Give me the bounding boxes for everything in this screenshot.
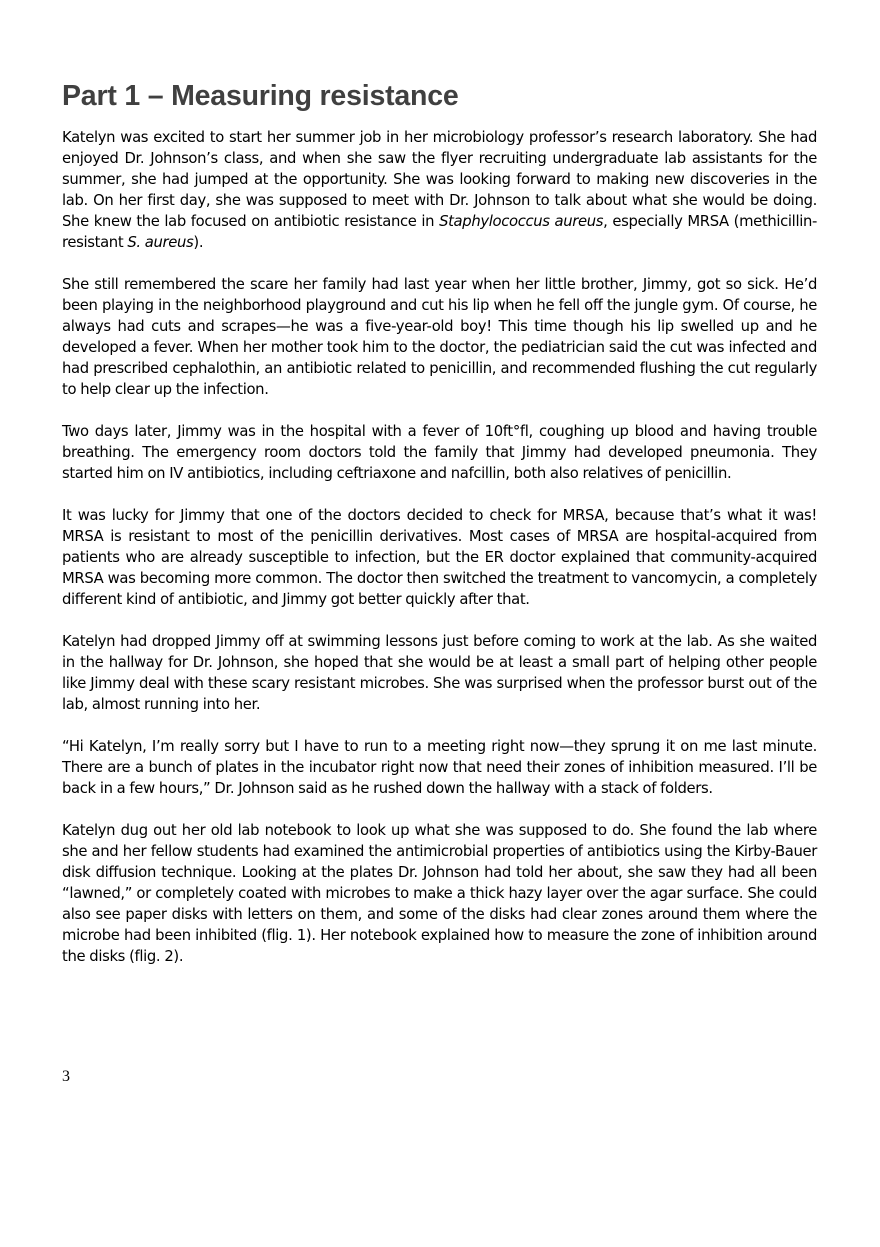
section-title: Part 1 – Measuring resistance bbox=[62, 80, 459, 112]
paragraph-2: She still remembered the scare her family had last year when her little brother, Jimmy, got so sick. He’d been playing in the neighborhood playground and cut his lip when he fell off the jungle gym. Of course, he always had cuts and scrapes—he was a five-year-old boy! This time though his lip swelled up and he developed a fever. When her mother took him to the doctor, the pediatrician said the cut was infected and had prescribed cephalothin, an antibiotic related to penicillin, and recommended flushing the cut regularly to help clear up the infection. bbox=[62, 276, 817, 398]
paragraph-1-end: ). bbox=[193, 234, 204, 251]
body-text bbox=[62, 127, 817, 967]
species-abbreviation: S. aureus bbox=[127, 234, 194, 251]
paragraph-1-middle: , especially MRSA (methicillin-resistant bbox=[62, 213, 817, 251]
paragraph-4: It was lucky for Jimmy that one of the doctors decided to check for MRSA, because that’s what it was! MRSA is resistant to most of the penicillin derivatives. Most cases of MRSA are hospital-acquired from patients who are already susceptible to infection, but the ER doctor explained that community-acquired MRSA was becoming more common. The doctor then switched the treatment to vancomycin, a completely different kind of antibiotic, and Jimmy got better quickly after that. bbox=[62, 507, 817, 608]
paragraph-1-intro: Katelyn was excited to start her summer job in her microbiology professor’s research laboratory. She had enjoyed Dr. Johnson’s class, and when she saw the flyer recruiting undergraduate lab assistants for the summer, she had jumped at the opportunity. She was looking forward to making new discoveries in the lab. On her first day, she was supposed to meet with Dr. Johnson to talk about what she would be doing. She knew the lab focused on antibiotic resistance in bbox=[62, 129, 817, 230]
paragraph-7: Katelyn dug out her old lab notebook to look up what she was supposed to do. She found the lab where she and her fellow students had examined the antimicrobial properties of antibiotics using the Kirby-Bauer disk diffusion technique. Looking at the plates Dr. Johnson had told her about, she saw they had all been “lawned,” or completely coated with microbes to make a thick hazy layer over the agar surface. She could also see paper disks with letters on them, and some of the disks had clear zones around them where the microbe had been inhibited (flig. 1). Her notebook explained how to measure the zone of inhibition around the disks (flig. 2). bbox=[62, 822, 817, 965]
species-name: Staphylococcus aureus bbox=[439, 213, 604, 230]
paragraph-1 bbox=[62, 127, 817, 253]
paragraph-5: Katelyn had dropped Jimmy off at swimming lessons just before coming to work at the lab. As she waited in the hallway for Dr. Johnson, she hoped that she would be at least a small part of helping other people like Jimmy deal with these scary resistant microbes. She was surprised when the professor burst out of the lab, almost running into her. bbox=[62, 633, 817, 713]
paragraph-6: “Hi Katelyn, I’m really sorry but I have to run to a meeting right now—they sprung it on me last minute. There are a bunch of plates in the incubator right now that need their zones of inhibition measured. I’ll be back in a few hours,” Dr. Johnson said as he rushed down the hallway with a stack of folders. bbox=[62, 738, 817, 797]
paragraph-3: Two days later, Jimmy was in the hospital with a fever of 10ft°fl, coughing up blood and having trouble breathing. The emergency room doctors told the family that Jimmy had developed pneumonia. They started him on IV antibiotics, including ceftriaxone and nafcillin, both also relatives of penicillin. bbox=[62, 423, 817, 482]
page-number: 3 bbox=[62, 1068, 70, 1085]
